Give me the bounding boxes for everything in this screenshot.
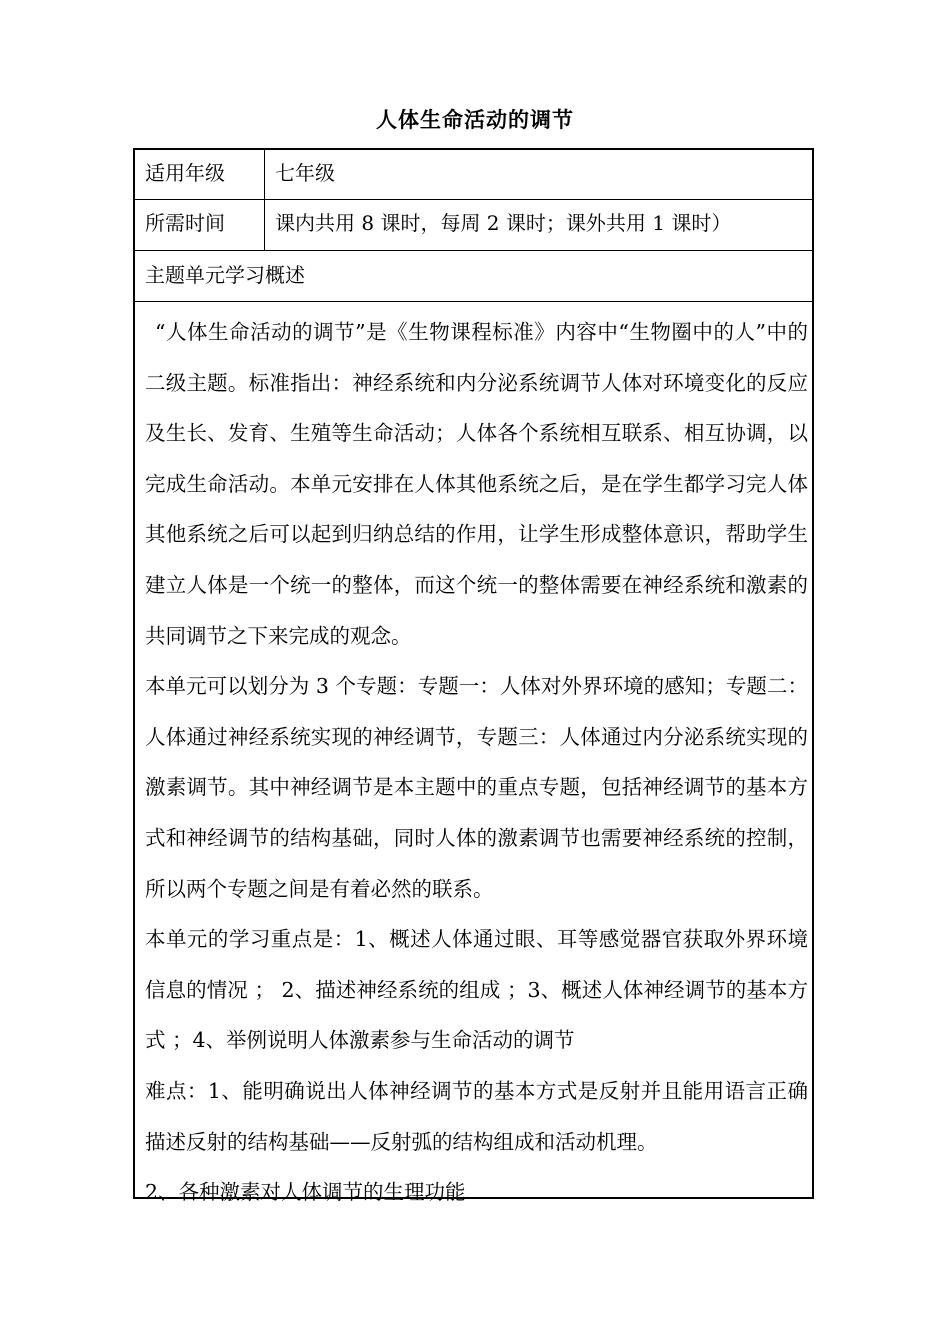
grade-value: 七年级: [275, 161, 335, 185]
overview-body: [135, 302, 812, 1205]
unit-info-table: [133, 148, 814, 1205]
paragraph-difficulty-2: 2、各种激素对人体调节的生理功能: [145, 1180, 466, 1205]
grade-label: 适用年级: [135, 150, 265, 199]
document-title: 人体生命活动的调节: [376, 108, 574, 132]
paragraph-difficulty-1: 难点：1、能明确说出人体神经调节的基本方式是反射并且能用语言正确描述反射的结构基础——反射弧的结构组成和活动机理。: [145, 1078, 808, 1154]
time-row: [135, 200, 812, 251]
time-label: 所需时间: [135, 200, 265, 250]
paragraph-intro: “人体生命活动的调节”是《生物课程标准》内容中“生物圈中的人”中的二级主题。标准指出：神经系统和内分泌系统调节人体对环境变化的反应及生长、发育、生殖等生命活动；人体各个系统相互联系、相互协调，以完成生命活动。本单元安排在人体其他系统之后，是在学生都学习完人体其他系统之后可以起到归纳总结的作用，让学生形成整体意识，帮助学生建立人体是一个统一的整体，而这个统一的整体需要在神经系统和激素的共同调节之下来完成的观念。: [145, 320, 808, 648]
paragraph-topics: 本单元可以划分为 3 个专题：专题一：人体对外界环境的感知；专题二：人体通过神经系统实现的神经调节，专题三：人体通过内分泌系统实现的激素调节。其中神经调节是本主题中的重点专题，包括神经调节的基本方式和神经调节的结构基础，同时人体的激素调节也需要神经系统的控制，所以两个专题之间是有着必然的联系。: [145, 674, 808, 901]
paragraph-key-points: 本单元的学习重点是：1、概述人体通过眼、耳等感觉器官获取外界环境信息的情况 ； 2、描述神经系统的组成 ；3、概述人体神经调节的基本方式 ；4、举例说明人体激素参与生命活动的调节: [145, 927, 808, 1053]
grade-row: [135, 150, 812, 200]
overview-label: 主题单元学习概述: [145, 263, 305, 287]
time-value: 课内共用 8 课时，每周 2 课时；课外共用 1 课时）: [275, 211, 732, 235]
overview-header-row: [135, 251, 812, 302]
